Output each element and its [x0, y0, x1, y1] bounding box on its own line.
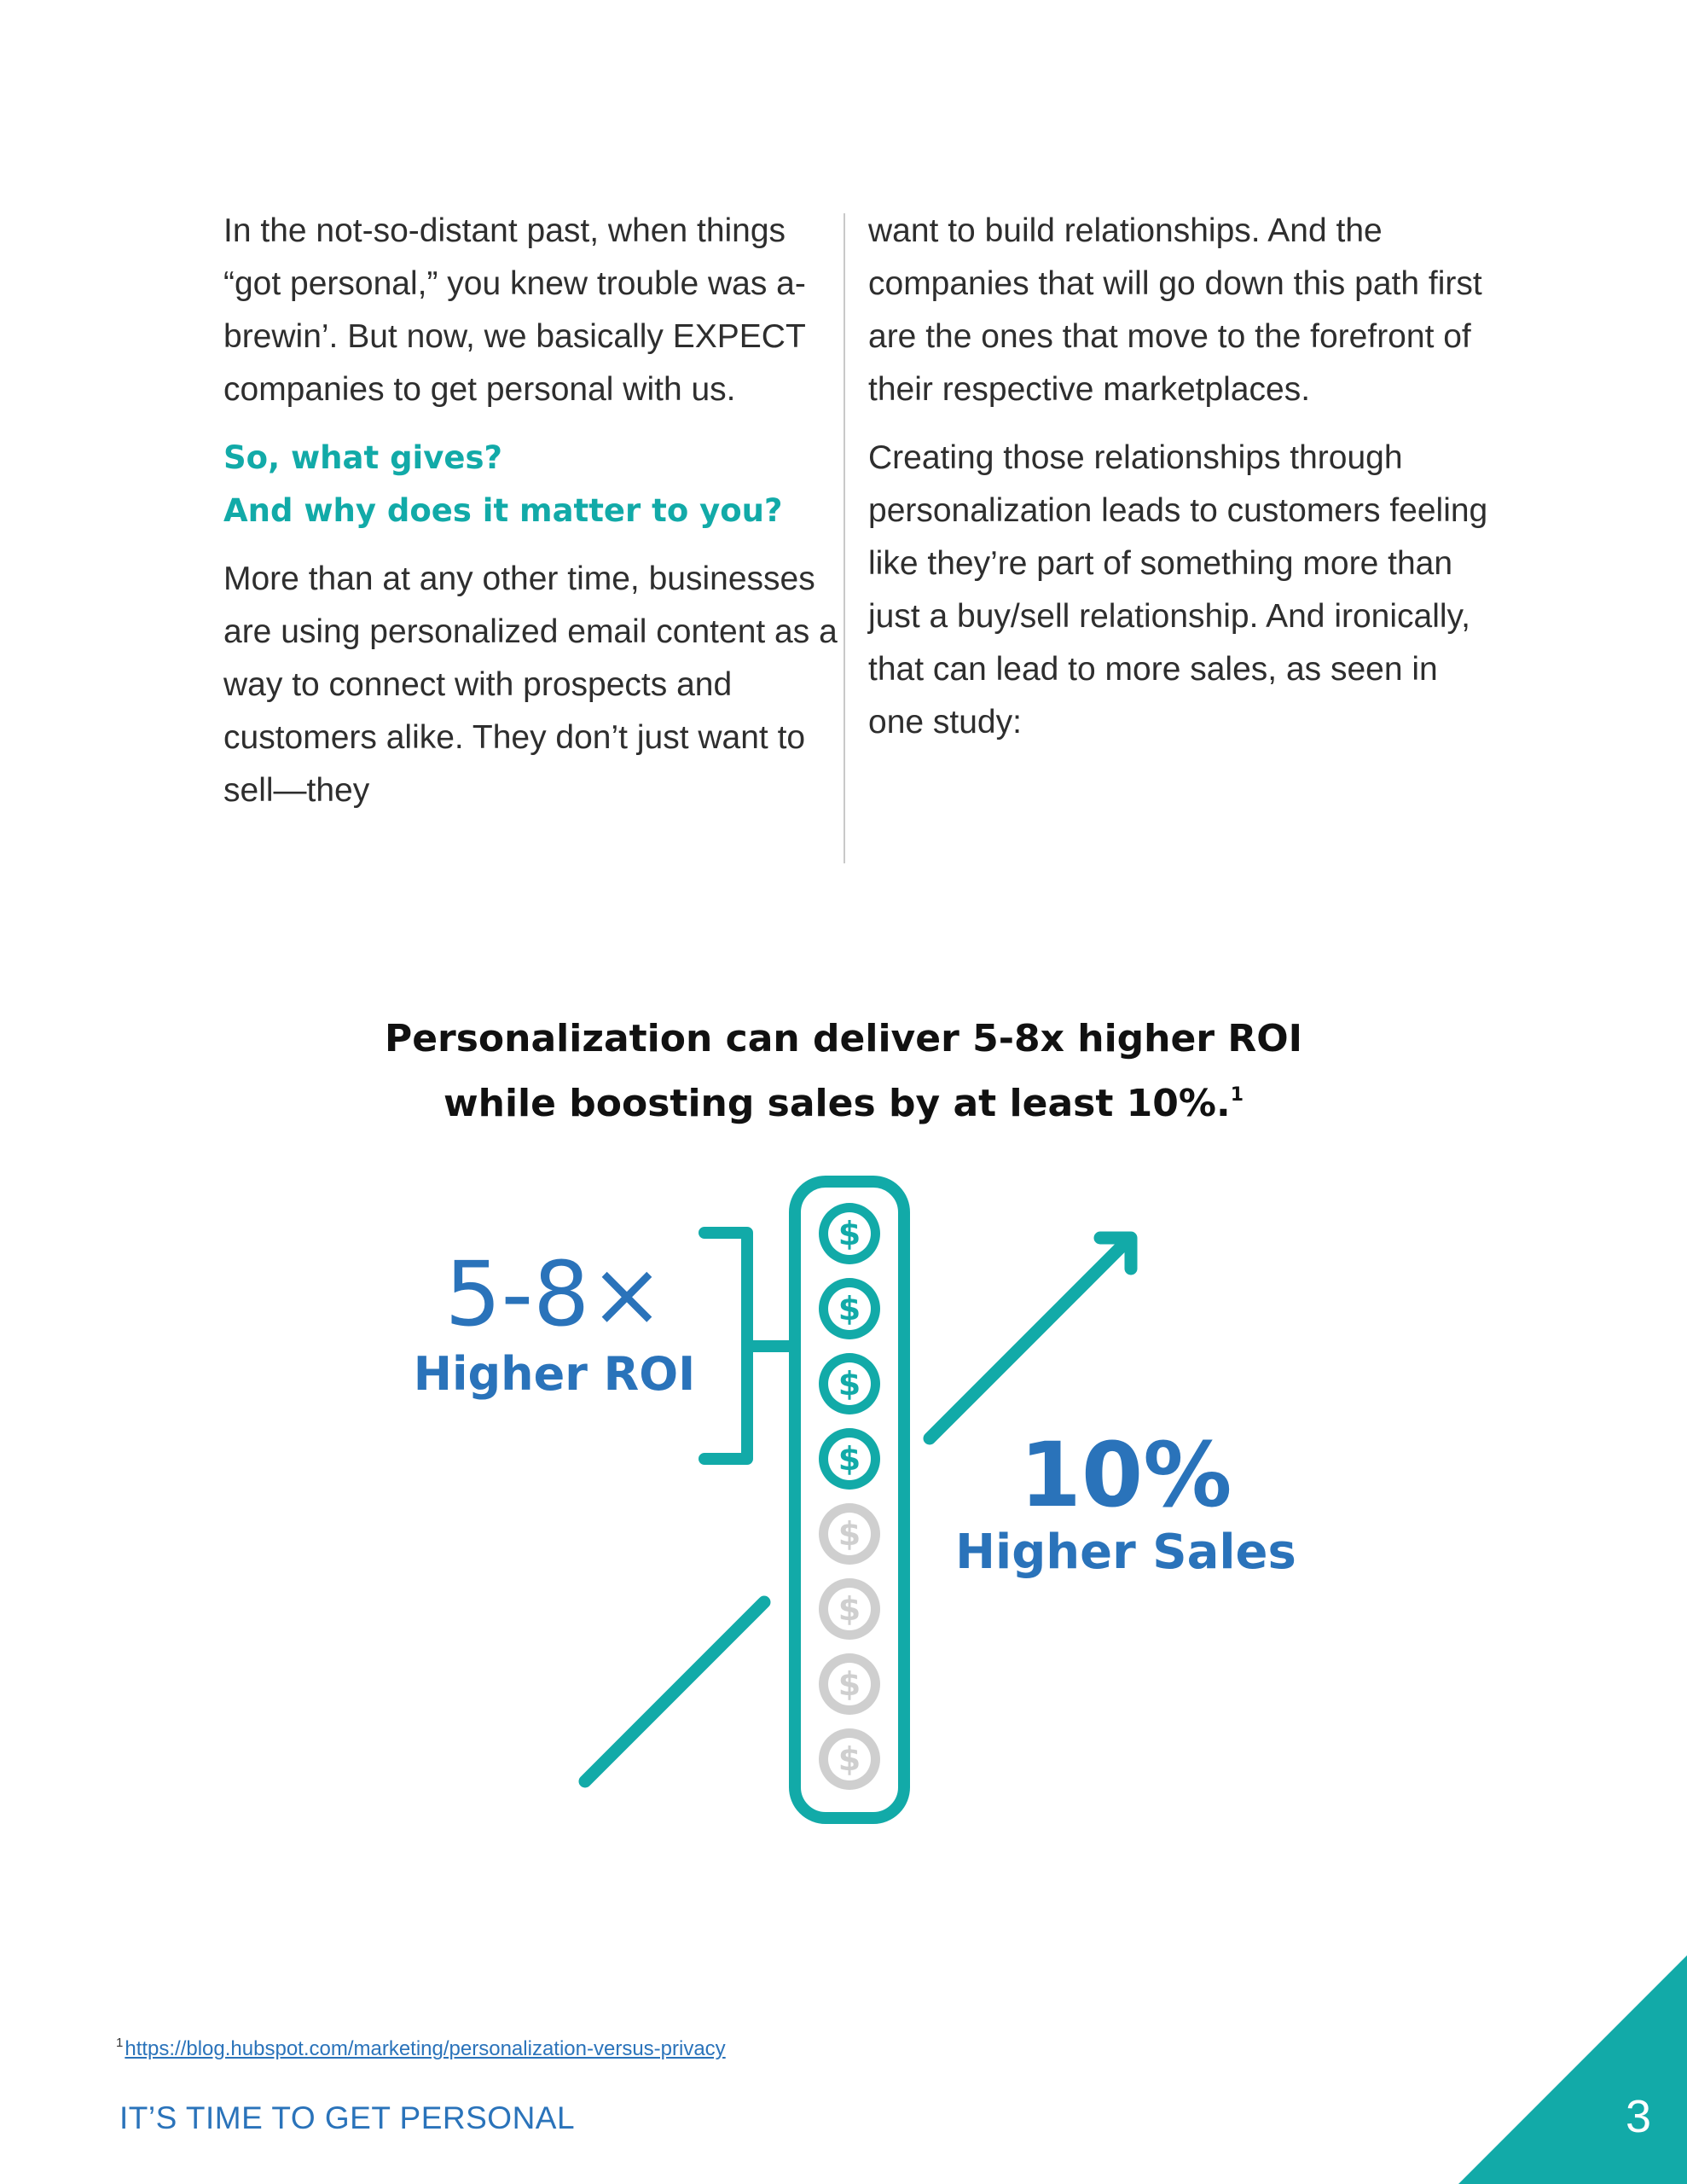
coin-icon-active	[819, 1278, 880, 1339]
dollar-sign-icon: $	[838, 1290, 861, 1327]
paragraph-relationships: want to build relationships. And the companies that will go down this path first are the ones that move to the forefront of their respective marketplaces.	[868, 212, 1482, 408]
coin-stack	[819, 1203, 880, 1790]
footer-title: IT’S TIME TO GET PERSONAL	[119, 2100, 576, 2135]
stat-headline-line2: while boosting sales by at least 10%.$^1$	[443, 1082, 1244, 1125]
footnote-number: 1	[116, 2036, 124, 2050]
dollar-sign-icon: $	[838, 1665, 861, 1703]
paragraph-businesses: More than at any other time, businesses are using personalized email content as a way to connect with prospects and customers alike. They don’t just want to sell—they	[223, 561, 838, 809]
dollar-sign-icon: $	[838, 1440, 861, 1478]
coin-icon-active	[819, 1203, 880, 1264]
footnote-link[interactable]: https://blog.hubspot.com/marketing/personalization-versus-privacy	[125, 2037, 726, 2060]
dollar-sign-icon: $	[838, 1590, 861, 1628]
coin-icon-inactive	[819, 1728, 880, 1790]
dollar-sign-icon: $	[838, 1740, 861, 1778]
coin-icon-active	[819, 1353, 880, 1414]
roi-bracket	[704, 1233, 791, 1459]
sales-value: 10%	[1019, 1423, 1232, 1527]
sales-label: Higher Sales	[955, 1525, 1296, 1580]
question-what-gives: So, what gives?	[223, 439, 502, 476]
footnote	[116, 2036, 726, 2061]
trend-line-lower	[585, 1602, 764, 1781]
coin-column	[795, 1182, 904, 1818]
page-corner-triangle	[1458, 1955, 1687, 2184]
dollar-sign-icon: $	[838, 1515, 861, 1553]
paragraph-personalization: Creating those relationships through personalization leads to customers feeling like they’re part of something more than just a buy/sell relationship. And ironically, that can lead to more sales, as seen in one study:	[868, 439, 1488, 741]
paragraph-intro: In the not-so-distant past, when things “got personal,” you knew trouble was a-brewin’. But now, we basically EXPECT companies to get personal with us.	[223, 212, 806, 408]
stat-headline-line1: Personalization can deliver 5-8x higher ROI	[384, 1017, 1303, 1060]
coin-icon-inactive	[819, 1653, 880, 1715]
coin-icon-active	[819, 1428, 880, 1490]
trend-arrow-upper	[930, 1238, 1131, 1438]
question-why-matter: And why does it matter to you?	[223, 492, 783, 529]
roi-value: 5-8×	[444, 1242, 664, 1346]
coin-icon-inactive	[819, 1578, 880, 1640]
roi-label: Higher ROI	[413, 1347, 696, 1401]
page-number: 3	[1625, 2091, 1651, 2142]
footnote-marker: 1	[1230, 1084, 1244, 1106]
dollar-sign-icon: $	[838, 1365, 861, 1403]
coin-icon-inactive	[819, 1503, 880, 1565]
dollar-sign-icon: $	[838, 1215, 861, 1252]
